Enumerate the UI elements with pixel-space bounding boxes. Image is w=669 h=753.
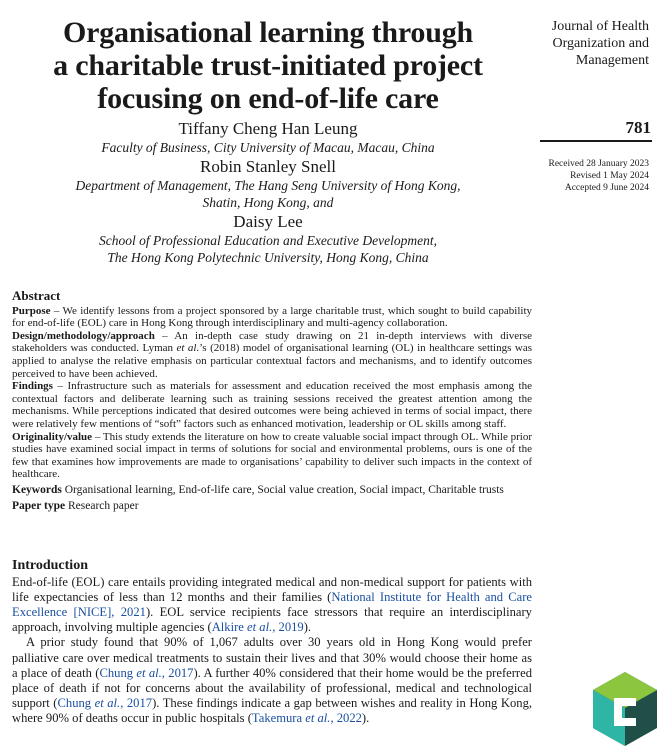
title-line: a charitable trust-initiated project — [53, 49, 483, 82]
keywords — [12, 484, 532, 497]
received-date: Received 28 January 2023 — [548, 159, 649, 169]
intro-paragraph — [12, 635, 532, 726]
author-name: Daisy Lee — [233, 212, 303, 231]
abstract-originality — [12, 431, 532, 481]
citation-text: , 2017 — [161, 665, 194, 680]
citation-text: Takemura — [251, 710, 306, 725]
citation-text: , 2022 — [330, 710, 362, 725]
citation-text: Chung — [99, 665, 137, 680]
crossmark-icon-graphic — [590, 670, 660, 748]
revised-date: Revised 1 May 2024 — [570, 171, 649, 181]
keywords-label: Keywords — [12, 483, 62, 496]
purpose-text: – We identify lessons from a project sponsored by a large charitable trust, which sought to build capability for end-of-life (EOL) care in Hong Kong through interdisciplinary and multi-agency collaboration. — [12, 304, 532, 330]
body-text: A prior study found that 90% of 1,067 adults over 30 years old in Hong Kong would prefer palliative care over medical treatments to sustain their lives and that 30% would choose their home as a place of death ( — [12, 635, 532, 680]
journal-line: Journal of Health — [551, 19, 649, 34]
introduction-heading: Introduction — [12, 558, 88, 573]
body-text: End-of-life (EOL) care entails providing integrated medical and non-medical support for patients with life expectancies of less than 12 months and their families ( — [12, 575, 532, 605]
author-affiliation: Department of Management, The Hang Seng University of Hong Kong, — [75, 178, 461, 193]
citation-text: , 2017 — [120, 695, 153, 710]
citation-link[interactable] — [99, 666, 193, 680]
title-line: Organisational learning through — [63, 16, 473, 49]
citation-text: , 2019 — [272, 620, 304, 635]
design-text: ’s (2018) model of organisational learning (OL) in healthcare settings was applied to analyse the relative emphasis on particular contextual factors and mechanisms, and to identify outcomes perceived to have been achieved. — [12, 342, 532, 380]
author-affiliation: Shatin, Hong Kong, and — [202, 195, 334, 210]
citation-etal: et al. — [136, 665, 162, 680]
design-etal: et al. — [176, 342, 200, 355]
author-affiliation: School of Professional Education and Executive Development, — [98, 233, 438, 248]
citation-text: Chung — [57, 695, 95, 710]
paper-type-label: Paper type — [12, 499, 66, 512]
abstract-purpose — [12, 305, 532, 330]
findings-label: Findings — [12, 380, 53, 393]
author-block — [8, 118, 528, 266]
body-text: ). These findings indicate a gap between wishes and reality in Hong Kong, where 90% of deaths occur in public hospitals ( — [12, 695, 533, 725]
citation-text: Alkire — [211, 620, 248, 635]
body-text: ). — [361, 710, 370, 725]
citation-link[interactable] — [252, 711, 362, 725]
purpose-label: Purpose — [12, 304, 51, 317]
page-number: 781 — [625, 118, 651, 137]
body-text: ). EOL service recipients face stressors that require an interdisciplinary approach, involving multiple agencies ( — [12, 605, 532, 635]
author-affiliation: Faculty of Business, City University of Macau, Macau, China — [101, 140, 435, 155]
abstract-findings — [12, 380, 532, 430]
paper-type-text: Research paper — [65, 499, 139, 512]
design-label: Design/methodology/approach — [12, 329, 155, 342]
abstract-section — [12, 290, 532, 512]
journal-line: Management — [575, 53, 649, 68]
design-text: – An in-depth case study drawing on 21 in-depth interviews with diverse stakeholders was conducted. Lyman — [12, 329, 532, 355]
findings-text: – Infrastructure such as materials for assessment and education received the most emphasis among the contextual factors and deliberate learning such as training sessions received the greatest attention among the mechanisms. While perceptions indicated that desired outcomes were being achieved in terms of social impact, there were relatively few mentions of “soft” factors such as enhanced motivation, leadership or OL skills among staff. — [12, 380, 532, 430]
citation-etal: et al. — [94, 695, 121, 710]
abstract-design — [12, 330, 532, 380]
citation-text: National Institute for Health and Care Excellence [NICE], 2021 — [12, 590, 532, 620]
keywords-text: Organisational learning, End-of-life care, Social value creation, Social impact, Charitable trusts — [61, 483, 504, 496]
body-text: ). — [303, 620, 312, 635]
title-line: focusing on end-of-life care — [97, 82, 439, 115]
publication-dates — [548, 158, 649, 194]
citation-etal: et al. — [247, 620, 273, 635]
author-name: Robin Stanley Snell — [200, 157, 336, 176]
divider — [540, 140, 652, 142]
citation-link[interactable] — [212, 620, 304, 634]
citation-link[interactable] — [58, 696, 153, 710]
originality-label: Originality/value — [12, 430, 93, 443]
author-affiliation: The Hong Kong Polytechnic University, Hong Kong, China — [107, 250, 429, 265]
article-title — [8, 16, 528, 115]
journal-line: Organization and — [552, 36, 649, 51]
paper-type — [12, 500, 532, 513]
abstract-heading: Abstract — [12, 288, 61, 303]
originality-text: – This study extends the literature on how to create valuable social impact through OL. While prior studies have examined social impact in terms of solutions for social and environmental problems, ours is one of the few that examines how improvements are made to organisations’ capability to deliver such impacts in the context of healthcare. — [12, 430, 532, 481]
accepted-date: Accepted 9 June 2024 — [564, 183, 649, 193]
journal-name — [552, 18, 649, 69]
crossmark-icon[interactable] — [590, 670, 660, 748]
author-name: Tiffany Cheng Han Leung — [178, 119, 358, 138]
body-text: ). A further 40% considered that their home would be the preferred place of death if not for concerns about the availability of professional, medical and technological support ( — [12, 665, 532, 710]
intro-paragraph — [12, 575, 532, 635]
introduction-section — [12, 558, 532, 726]
citation-etal: et al. — [305, 710, 331, 725]
